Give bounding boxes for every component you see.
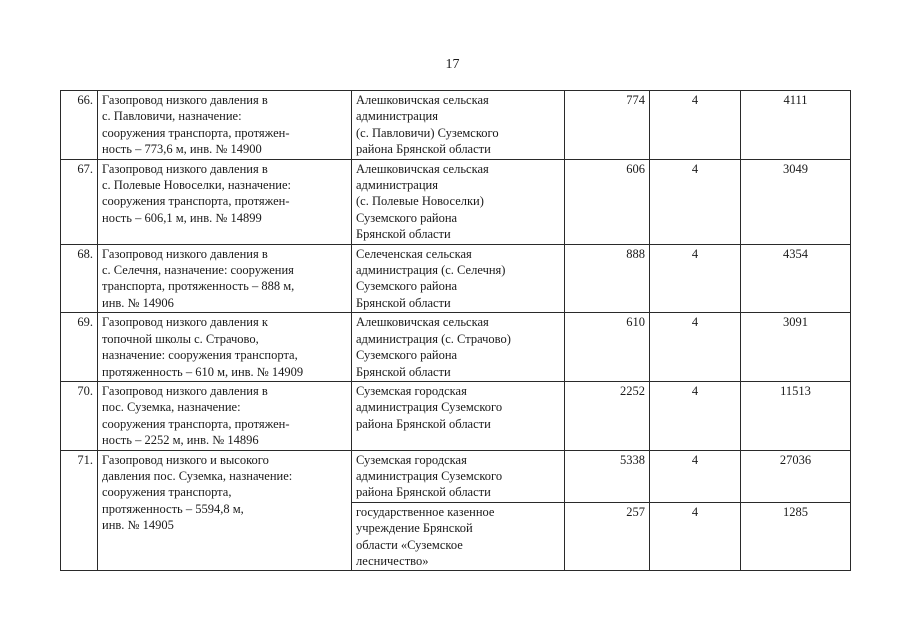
value-cell-2: 4 (650, 91, 741, 160)
text-line: Брянской области (356, 364, 451, 379)
text-line: с. Полевые Новоселки, назначение: (102, 178, 291, 193)
object-description (98, 313, 352, 382)
table-row (61, 381, 851, 450)
text-line: администрация Суземского (356, 400, 503, 415)
text-line: сооружения транспорта, протяжен- (102, 125, 290, 140)
value-cell-3: 1285 (741, 502, 851, 571)
text-line: (с. Полевые Новоселки) (356, 194, 484, 209)
value-cell-2: 4 (650, 313, 741, 382)
holder-cell (352, 502, 565, 571)
holder-cell (352, 244, 565, 313)
text-line: Газопровод низкого давления в (102, 161, 268, 176)
text-line: администрация (356, 178, 438, 193)
text-line: протяженность – 610 м, инв. № 14909 (102, 364, 304, 379)
text-line: государственное казенное (356, 504, 495, 519)
object-description (98, 244, 352, 313)
text-line: Брянской области (356, 295, 451, 310)
text-line: Суземского района (356, 210, 458, 225)
table-row (61, 91, 851, 160)
text-line: Алешковичская сельская (356, 93, 489, 107)
text-line: администрация (с. Страчово) (356, 331, 511, 346)
text-line: сооружения транспорта, (102, 485, 232, 500)
text-line: Селеченская сельская (356, 246, 472, 261)
text-line: ность – 2252 м, инв. № 14896 (102, 433, 259, 448)
value-cell-3: 4111 (741, 91, 851, 160)
row-number: 71. (61, 450, 98, 571)
row-number: 68. (61, 244, 98, 313)
text-line: сооружения транспорта, протяжен- (102, 194, 290, 209)
value-cell-1: 5338 (565, 450, 650, 502)
row-number: 66. (61, 91, 98, 160)
table-row (61, 313, 851, 382)
text-line: инв. № 14906 (102, 295, 174, 310)
value-cell-1: 257 (565, 502, 650, 571)
text-line: назначение: сооружения транспорта, (102, 348, 298, 363)
value-cell-3: 4354 (741, 244, 851, 313)
text-line: пос. Суземка, назначение: (102, 400, 241, 415)
row-number: 67. (61, 159, 98, 244)
text-line: лесничество» (356, 553, 429, 568)
value-cell-1: 2252 (565, 381, 650, 450)
table-row (61, 159, 851, 244)
text-line: Суземская городская (356, 383, 467, 398)
text-line: инв. № 14905 (102, 518, 174, 533)
object-description (98, 159, 352, 244)
value-cell-2: 4 (650, 244, 741, 313)
text-line: Газопровод низкого давления в (102, 93, 268, 107)
text-line: Газопровод низкого и высокого (102, 452, 269, 467)
text-line: (с. Павловичи) Суземского (356, 125, 499, 140)
text-line: Алешковичская сельская (356, 161, 489, 176)
holder-cell (352, 313, 565, 382)
text-line: Суземская городская (356, 452, 467, 467)
holder-cell (352, 159, 565, 244)
text-line: области «Суземское (356, 537, 463, 552)
holder-cell (352, 450, 565, 502)
table-row (61, 244, 851, 313)
text-line: Алешковичская сельская (356, 315, 489, 330)
text-line: администрация (356, 109, 438, 124)
text-line: Суземского района (356, 279, 458, 294)
text-line: транспорта, протяженность – 888 м, (102, 279, 295, 294)
text-line: давления пос. Суземка, назначение: (102, 468, 293, 483)
value-cell-3: 3091 (741, 313, 851, 382)
text-line: Брянской области (356, 227, 451, 242)
text-line: района Брянской области (356, 416, 491, 431)
row-number: 70. (61, 381, 98, 450)
text-line: района Брянской области (356, 142, 491, 157)
value-cell-1: 774 (565, 91, 650, 160)
property-table (60, 90, 851, 571)
text-line: администрация (с. Селечня) (356, 263, 506, 278)
text-line: района Брянской области (356, 485, 491, 500)
value-cell-3: 11513 (741, 381, 851, 450)
value-cell-1: 888 (565, 244, 650, 313)
text-line: ность – 606,1 м, инв. № 14899 (102, 210, 262, 225)
text-line: Газопровод низкого давления в (102, 383, 268, 398)
text-line: администрация Суземского (356, 468, 503, 483)
value-cell-3: 3049 (741, 159, 851, 244)
value-cell-1: 610 (565, 313, 650, 382)
row-number: 69. (61, 313, 98, 382)
text-line: ность – 773,6 м, инв. № 14900 (102, 142, 262, 157)
table-row (61, 450, 851, 502)
value-cell-1: 606 (565, 159, 650, 244)
value-cell-3: 27036 (741, 450, 851, 502)
object-description (98, 450, 352, 571)
value-cell-2: 4 (650, 450, 741, 502)
text-line: учреждение Брянской (356, 521, 473, 536)
object-description (98, 91, 352, 160)
value-cell-2: 4 (650, 381, 741, 450)
text-line: топочной школы с. Страчово, (102, 331, 259, 346)
page-number: 17 (445, 57, 460, 72)
value-cell-2: 4 (650, 159, 741, 244)
holder-cell (352, 91, 565, 160)
value-cell-2: 4 (650, 502, 741, 571)
text-line: Газопровод низкого давления к (102, 315, 268, 330)
text-line: с. Селечня, назначение: сооружения (102, 263, 294, 278)
object-description (98, 381, 352, 450)
text-line: Суземского района (356, 348, 458, 363)
holder-cell (352, 381, 565, 450)
text-line: сооружения транспорта, протяжен- (102, 416, 290, 431)
text-line: протяженность – 5594,8 м, (102, 501, 244, 516)
text-line: Газопровод низкого давления в (102, 246, 268, 261)
text-line: с. Павловичи, назначение: (102, 109, 242, 124)
